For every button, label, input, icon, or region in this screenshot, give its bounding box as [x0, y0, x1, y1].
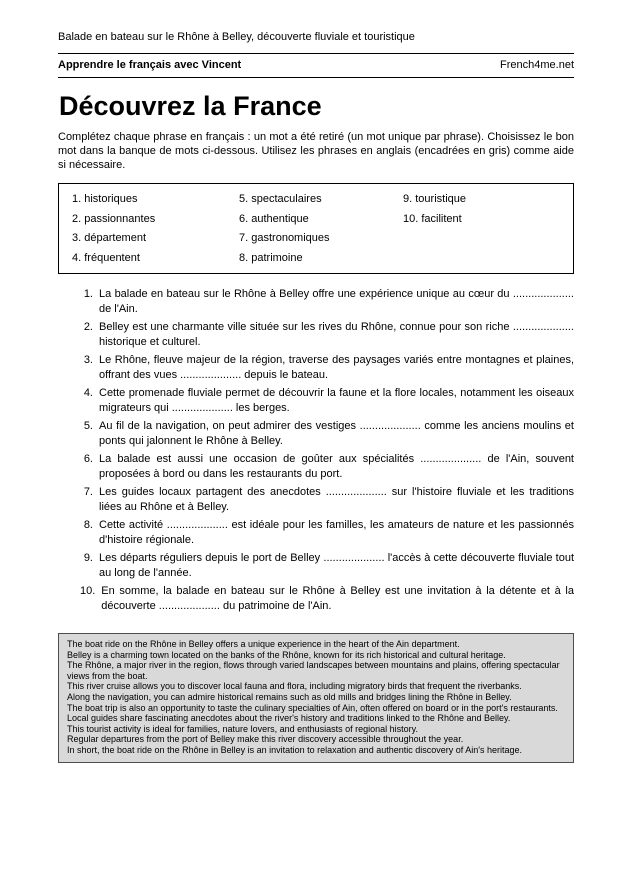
sentence-item-6	[80, 452, 574, 481]
english-line-7: Local guides share fascinating anecdotes about the river's history and traditions linked to the Rhône and Belley.	[67, 713, 511, 724]
sentence-number: 7.	[83, 486, 93, 498]
english-line-4: This river cruise allows you to discover local fauna and flora, including migratory birds that frequent the riverbanks.	[67, 681, 522, 692]
word-number: 10.	[403, 212, 419, 225]
document-subject: Balade en bateau sur le Rhône à Belley, découverte fluviale et touristique	[58, 31, 574, 54]
sentence-item-3	[80, 353, 574, 382]
sentence-number: 6.	[83, 453, 93, 465]
word-number: 5.	[239, 193, 249, 205]
word-label: fréquentent	[84, 251, 140, 264]
word-bank-item	[239, 249, 403, 269]
sentence-item-7	[80, 485, 574, 514]
sentence-text: La balade est aussi une occasion de goûter aux spécialités .................... de l'Ain, souvent proposées à bord ou dans les restaurants du port.	[99, 453, 574, 480]
english-line-3: The Rhône, a major river in the region, flows through varied landscapes between mountains and plains, offering spectacular views from the boat.	[67, 660, 560, 681]
brand-website: French4me.net	[500, 59, 574, 71]
word-bank-item	[239, 229, 403, 249]
sentence-number: 2.	[83, 321, 93, 333]
word-bank-column-1	[72, 190, 239, 268]
word-label: département	[84, 232, 147, 244]
brand-bar	[58, 54, 574, 78]
sentence-number: 3.	[83, 354, 93, 366]
word-number: 4.	[72, 251, 82, 264]
word-number: 3.	[72, 232, 82, 244]
sentence-text: Cette activité .................... est idéale pour les familles, les amateurs de nature et les passionnés d'histoire régionale.	[99, 519, 574, 546]
word-label: facilitent	[421, 212, 462, 225]
word-label: patrimoine	[251, 251, 303, 264]
english-line-9: Regular departures from the port of Belley make this river discovery accessible throughout the year.	[67, 734, 464, 745]
sentence-item-9	[80, 551, 574, 580]
sentence-number: 9.	[83, 552, 93, 564]
brand-name: Apprendre le français avec Vincent	[58, 59, 242, 71]
sentence-number: 5.	[83, 420, 93, 432]
word-bank-item	[72, 190, 239, 210]
sentence-item-8	[80, 518, 574, 547]
sentence-text: La balade en bateau sur le Rhône à Belley offre une expérience unique au cœur du .................... de l'Ain.	[99, 288, 574, 315]
word-bank-item	[72, 229, 239, 249]
word-bank-item	[403, 190, 560, 210]
word-label: authentique	[251, 212, 309, 225]
sentence-number: 4.	[83, 387, 93, 399]
english-line-2: Belley is a charming town located on the banks of the Rhône, known for its rich historical and cultural heritage.	[67, 649, 506, 660]
word-bank-item	[403, 210, 560, 230]
sentence-number: 10.	[80, 585, 96, 597]
sentence-item-4	[80, 386, 574, 415]
sentence-text: Belley est une charmante ville située sur les rives du Rhône, connue pour son riche .................... historique et culturel.	[99, 321, 574, 348]
page-title: Découvrez la France	[59, 91, 322, 121]
word-number: 1.	[72, 193, 82, 205]
english-translation-box	[58, 633, 574, 763]
word-label: touristique	[415, 193, 467, 205]
word-bank	[58, 183, 574, 274]
word-bank-column-3	[403, 190, 560, 268]
word-label: passionnantes	[84, 212, 156, 225]
word-bank-item	[239, 190, 403, 210]
sentence-text: Au fil de la navigation, on peut admirer des vestiges .................... comme les anciens moulins et ponts qui jalonnent le Rhône à Belley.	[99, 420, 574, 447]
sentence-item-1	[80, 287, 574, 316]
sentence-text: Le Rhône, fleuve majeur de la région, traverse des paysages variés entre montagnes et plaines, offrant des vues .................... depuis le bateau.	[99, 354, 574, 381]
exercise-sentences	[58, 287, 574, 613]
sentence-number: 8.	[83, 519, 93, 531]
word-label: spectaculaires	[251, 193, 322, 205]
word-bank-item	[239, 210, 403, 230]
english-line-10: In short, the boat ride on the Rhône in Belley is an invitation to relaxation and authentic discovery of Ain's heritage.	[67, 744, 522, 755]
sentence-item-2	[80, 320, 574, 349]
word-number: 7.	[239, 232, 249, 244]
word-bank-item	[72, 210, 239, 230]
word-number: 6.	[239, 212, 249, 225]
english-line-8: This tourist activity is ideal for families, nature lovers, and enthusiasts of regional history.	[67, 723, 418, 734]
word-number: 8.	[239, 251, 249, 264]
english-line-6: The boat trip is also an opportunity to taste the culinary specialties of Ain, often offered on board or in the port's restaurants.	[67, 702, 558, 713]
sentence-text: Les guides locaux partagent des anecdotes .................... sur l'histoire fluviale et les traditions liées au Rhône et à Belley.	[99, 486, 574, 513]
sentence-text: En somme, la balade en bateau sur le Rhône à Belley est une invitation à la détente et à la découverte .................... du patrimoine de l'Ain.	[101, 585, 574, 612]
word-number: 2.	[72, 212, 82, 225]
word-bank-item	[72, 249, 239, 269]
word-number: 9.	[403, 193, 413, 205]
word-bank-column-2	[239, 190, 403, 268]
sentence-text: Les départs réguliers depuis le port de Belley .................... l'accès à cette découverte fluviale tout au long de l'année.	[99, 552, 574, 579]
sentence-text: Cette promenade fluviale permet de découvrir la faune et la flore locales, notamment les oiseaux migrateurs qui .................... les berges.	[99, 387, 574, 414]
sentence-item-10	[80, 584, 574, 613]
english-line-5: Along the navigation, you can admire historical remains such as old mills and bridges lining the Rhône in Belley.	[67, 691, 512, 702]
exercise-instructions: Complétez chaque phrase en français : un mot a été retiré (un mot unique par phrase). Choisissez le bon mot dans la banque de mots ci-dessous. Utilisez les phrases en anglais (encadrées en gris) comme aide si nécessaire.	[58, 131, 574, 171]
word-label: gastronomiques	[251, 232, 330, 244]
sentence-item-5	[80, 419, 574, 448]
english-line-1: The boat ride on the Rhône in Belley offers a unique experience in the heart of the Ain department.	[67, 639, 460, 649]
word-label: historiques	[84, 193, 138, 205]
sentence-number: 1.	[83, 288, 93, 300]
